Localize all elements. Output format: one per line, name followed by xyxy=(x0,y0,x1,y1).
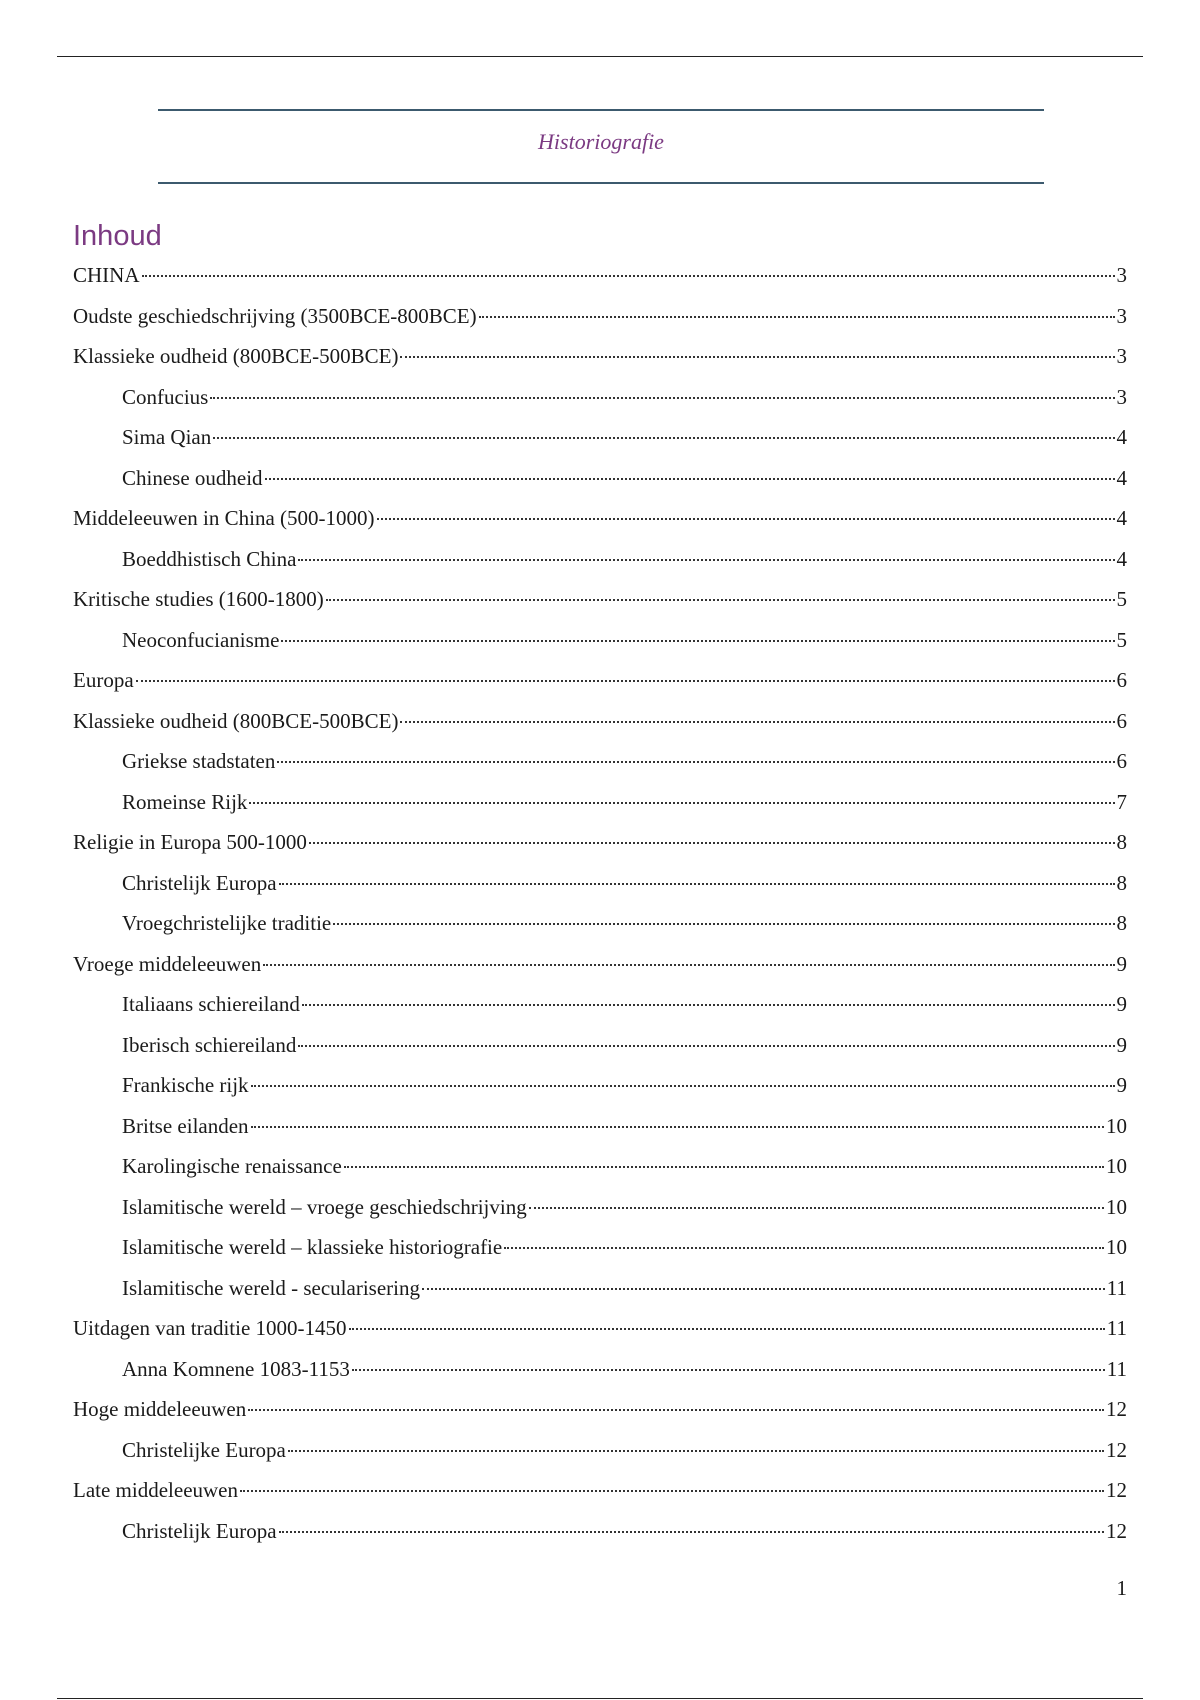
toc-entry-label: Italiaans schiereiland xyxy=(122,992,300,1016)
toc-dot-leader xyxy=(298,559,1114,561)
header-top-rule xyxy=(158,109,1044,111)
toc-heading: Inhoud xyxy=(73,220,162,252)
toc-entry[interactable] xyxy=(73,947,1127,988)
toc-entry-page-number: 8 xyxy=(1116,830,1127,854)
toc-dot-leader xyxy=(142,275,1115,277)
toc-entry-label: Frankische rijk xyxy=(122,1073,249,1097)
toc-entry[interactable] xyxy=(73,258,1127,299)
toc-entry-label: Late middeleeuwen xyxy=(73,1478,239,1502)
toc-entry[interactable] xyxy=(73,1311,1127,1352)
toc-entry-page-number: 8 xyxy=(1116,870,1127,895)
toc-entry[interactable] xyxy=(73,1433,1127,1474)
toc-dot-leader xyxy=(352,1369,1105,1371)
toc-entry-page-number: 9 xyxy=(1116,951,1127,976)
toc-entry-label: Vroegchristelijke traditie xyxy=(122,911,332,935)
toc-entry-page-number: 12 xyxy=(1106,1518,1127,1543)
toc-entry[interactable] xyxy=(73,1392,1127,1433)
toc-dot-leader xyxy=(309,842,1115,844)
toc-entry-page-number: 9 xyxy=(1116,1032,1127,1057)
toc-entry-page-number: 4 xyxy=(1116,546,1127,571)
toc-entry[interactable] xyxy=(73,1109,1127,1150)
toc-entry-label: Kritische studies (1600-1800) xyxy=(73,587,324,611)
toc-dot-leader xyxy=(479,316,1115,318)
toc-entry[interactable] xyxy=(73,623,1127,664)
toc-entry[interactable] xyxy=(73,542,1127,583)
toc-dot-leader xyxy=(279,1531,1104,1533)
document-header-title: Historiografie xyxy=(538,129,664,154)
table-of-contents xyxy=(73,258,1127,1554)
toc-entry-page-number: 11 xyxy=(1106,1356,1127,1381)
toc-dot-leader xyxy=(263,964,1114,966)
toc-dot-leader xyxy=(400,356,1114,358)
toc-entry[interactable] xyxy=(73,1028,1127,1069)
toc-entry-page-number: 7 xyxy=(1116,789,1127,814)
toc-entry-label: Britse eilanden xyxy=(122,1113,249,1138)
toc-entry-page-number: 6 xyxy=(1116,749,1127,773)
toc-entry[interactable] xyxy=(73,1190,1127,1231)
toc-entry[interactable] xyxy=(73,1352,1127,1393)
toc-dot-leader xyxy=(265,478,1115,480)
toc-dot-leader xyxy=(248,1409,1104,1411)
page-number: 1 xyxy=(1116,1576,1127,1600)
toc-entry-page-number: 10 xyxy=(1106,1113,1127,1138)
toc-entry-page-number: 5 xyxy=(1116,627,1127,652)
page-bottom-rule xyxy=(57,1698,1143,1699)
toc-dot-leader xyxy=(281,640,1114,642)
header-bottom-rule xyxy=(158,182,1044,184)
toc-entry[interactable] xyxy=(73,1271,1127,1312)
toc-entry-page-number: 4 xyxy=(1116,465,1127,490)
toc-entry-page-number: 3 xyxy=(1116,303,1127,328)
toc-entry[interactable] xyxy=(73,501,1127,542)
toc-entry[interactable] xyxy=(73,1514,1127,1555)
toc-dot-leader xyxy=(504,1247,1104,1249)
toc-entry-page-number: 11 xyxy=(1106,1275,1127,1300)
toc-dot-leader xyxy=(251,1126,1104,1128)
toc-entry-label: Christelijk Europa xyxy=(122,1518,277,1543)
toc-entry[interactable] xyxy=(73,380,1127,421)
toc-entry[interactable] xyxy=(73,299,1127,340)
toc-dot-leader xyxy=(422,1288,1105,1290)
toc-dot-leader xyxy=(400,721,1114,723)
toc-entry-page-number: 3 xyxy=(1116,384,1127,409)
toc-entry[interactable] xyxy=(73,339,1127,380)
toc-dot-leader xyxy=(344,1166,1104,1168)
toc-entry[interactable] xyxy=(73,461,1127,502)
toc-entry-page-number: 12 xyxy=(1106,1437,1127,1462)
toc-dot-leader xyxy=(279,883,1115,885)
toc-entry[interactable] xyxy=(73,785,1127,826)
toc-entry[interactable] xyxy=(73,987,1127,1028)
toc-entry-label: Klassieke oudheid (800BCE-500BCE) xyxy=(73,708,399,733)
toc-entry-label: Romeinse Rijk xyxy=(122,789,248,814)
toc-entry-label: Europa xyxy=(73,668,134,692)
toc-dot-leader xyxy=(326,599,1115,601)
toc-entry[interactable] xyxy=(73,663,1127,704)
toc-dot-leader xyxy=(298,1045,1114,1047)
toc-entry-page-number: 8 xyxy=(1116,911,1127,935)
toc-dot-leader xyxy=(529,1207,1104,1209)
toc-entry-label: Griekse stadstaten xyxy=(122,749,276,773)
toc-entry-page-number: 3 xyxy=(1116,263,1127,287)
toc-entry-label: Iberisch schiereiland xyxy=(122,1032,297,1057)
toc-entry[interactable] xyxy=(73,825,1127,866)
toc-entry-label: Sima Qian xyxy=(122,425,212,449)
toc-entry-page-number: 9 xyxy=(1116,1073,1127,1097)
toc-entry-page-number: 4 xyxy=(1116,425,1127,449)
toc-entry-label: Neoconfucianisme xyxy=(122,627,280,652)
toc-dot-leader xyxy=(249,802,1114,804)
toc-entry-page-number: 12 xyxy=(1106,1397,1127,1421)
toc-entry-page-number: 9 xyxy=(1116,992,1127,1016)
toc-dot-leader xyxy=(136,680,1115,682)
toc-dot-leader xyxy=(277,761,1114,763)
toc-entry-label: Karolingische renaissance xyxy=(122,1154,342,1178)
toc-entry-page-number: 6 xyxy=(1116,708,1127,733)
toc-dot-leader xyxy=(213,437,1114,439)
toc-entry-label: Christelijke Europa xyxy=(122,1437,286,1462)
toc-entry-label: Hoge middeleeuwen xyxy=(73,1397,247,1421)
toc-entry-page-number: 5 xyxy=(1116,587,1127,611)
toc-entry-page-number: 11 xyxy=(1106,1316,1127,1340)
toc-entry[interactable] xyxy=(73,1068,1127,1109)
toc-entry-page-number: 12 xyxy=(1106,1478,1127,1502)
toc-dot-leader xyxy=(349,1328,1105,1330)
toc-entry-label: Vroege middeleeuwen xyxy=(73,951,262,976)
toc-entry[interactable] xyxy=(73,866,1127,907)
toc-entry[interactable] xyxy=(73,744,1127,785)
toc-entry-label: Boeddhistisch China xyxy=(122,546,297,571)
toc-entry-page-number: 10 xyxy=(1106,1235,1127,1259)
toc-entry-label: Oudste geschiedschrijving (3500BCE-800BCE) xyxy=(73,303,477,328)
toc-entry-page-number: 4 xyxy=(1116,506,1127,530)
toc-dot-leader xyxy=(288,1450,1104,1452)
toc-entry-label: Klassieke oudheid (800BCE-500BCE) xyxy=(73,344,399,368)
toc-entry-label: Islamitische wereld – vroege geschiedschrijving xyxy=(122,1194,527,1219)
toc-entry-label: Islamitische wereld – klassieke historiografie xyxy=(122,1235,503,1259)
toc-entry-label: Confucius xyxy=(122,384,209,409)
toc-entry-page-number: 3 xyxy=(1116,344,1127,368)
toc-entry[interactable] xyxy=(73,420,1127,461)
toc-entry[interactable] xyxy=(73,704,1127,745)
toc-dot-leader xyxy=(251,1085,1115,1087)
toc-entry[interactable] xyxy=(73,1149,1127,1190)
toc-entry-label: Islamitische wereld - secularisering xyxy=(122,1275,420,1300)
toc-entry[interactable] xyxy=(73,1230,1127,1271)
toc-dot-leader xyxy=(210,397,1114,399)
toc-entry-label: Chinese oudheid xyxy=(122,465,263,490)
toc-dot-leader xyxy=(302,1004,1115,1006)
toc-entry-page-number: 10 xyxy=(1106,1154,1127,1178)
toc-entry-label: CHINA xyxy=(73,263,140,287)
page-top-rule xyxy=(57,56,1143,57)
toc-dot-leader xyxy=(377,518,1115,520)
toc-entry-label: Christelijk Europa xyxy=(122,870,277,895)
toc-entry-label: Religie in Europa 500-1000 xyxy=(73,830,307,854)
toc-entry[interactable] xyxy=(73,582,1127,623)
toc-dot-leader xyxy=(240,1490,1104,1492)
toc-dot-leader xyxy=(333,923,1114,925)
toc-entry-page-number: 10 xyxy=(1106,1194,1127,1219)
toc-entry[interactable] xyxy=(73,906,1127,947)
toc-entry-label: Middeleeuwen in China (500-1000) xyxy=(73,506,375,530)
toc-entry-label: Anna Komnene 1083-1153 xyxy=(122,1356,350,1381)
toc-entry[interactable] xyxy=(73,1473,1127,1514)
toc-entry-label: Uitdagen van traditie 1000-1450 xyxy=(73,1316,347,1340)
toc-entry-page-number: 6 xyxy=(1116,668,1127,692)
